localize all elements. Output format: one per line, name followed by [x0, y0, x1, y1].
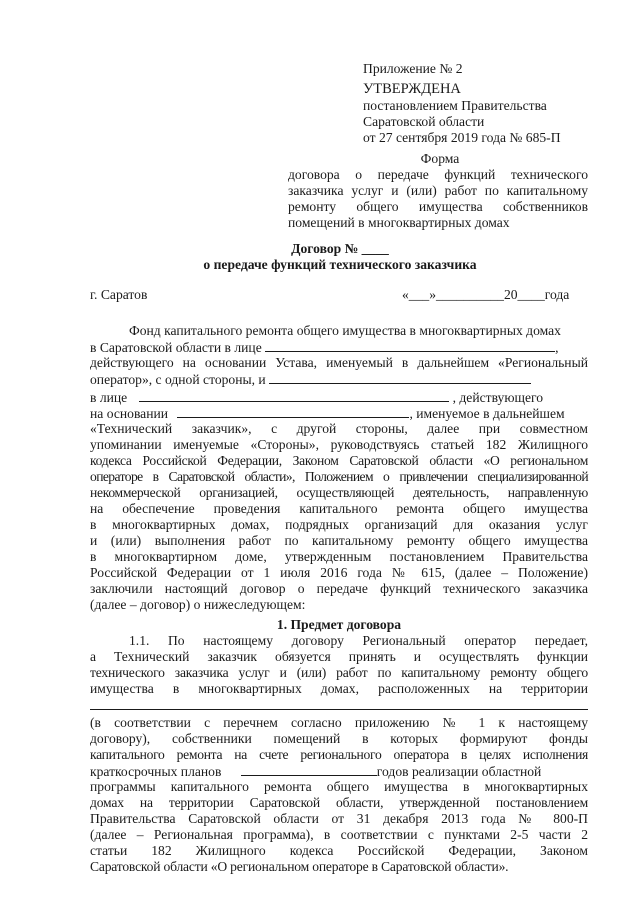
section-1-line-5: (в соответствии с перечнем согласно приложению № 1 к настоящему — [90, 715, 588, 730]
preamble-line-2-text: в Саратовской области в лице — [90, 340, 262, 355]
section-1-line-14: Саратовской области «О региональном операторе в Саратовской области». — [90, 859, 509, 874]
years-blank — [241, 763, 377, 776]
preamble-line-16: Российской Федерации от 1 июля 2016 года № 615, (далее – Положение) — [90, 565, 588, 580]
preamble-line-3: действующего на основании Устава, именуемый в дальнейшем «Региональный — [90, 355, 588, 370]
section-1-line-11: Правительства Саратовской области от 31 декабря 2013 года № 800-П — [90, 811, 588, 826]
section-1-line-4: имущества в многоквартирных домах, расположенных на территории — [90, 681, 588, 696]
preamble-line-1: Фонд капитального ремонта общего имущества в многоквартирных домах — [129, 323, 561, 338]
representative-blank — [265, 339, 555, 352]
preamble-line-4 — [90, 371, 531, 388]
preamble-line-11: некоммерческой организацией, осуществляющей деятельность, направленную — [90, 485, 588, 500]
contract-title: Договор № ____ — [291, 241, 389, 256]
preamble-line-17: заключили настоящий договор о передаче функций технического заказчика — [90, 581, 588, 596]
form-note-line-1: договора о передаче функций технического — [288, 167, 588, 182]
section-1-heading: 1. Предмет договора — [276, 617, 402, 632]
preamble-line-14: и (или) выполнения работ по капитальному ремонту общего имущества — [90, 533, 588, 548]
preamble-line-12: на обеспечение проведения капитального ремонта общего имущества — [90, 501, 588, 516]
contractor-representative-blank — [139, 389, 449, 402]
territory-blank — [90, 697, 588, 710]
contractor-name-blank — [269, 371, 531, 384]
approval-line-2: Саратовской области — [363, 114, 485, 129]
section-1-line-9: программы капитального ремонта общего имущества в многоквартирных — [90, 779, 588, 794]
preamble-line-2 — [90, 339, 559, 356]
section-1-line-8 — [90, 763, 588, 780]
preamble-line-15: в многоквартирном доме, утвержденным постановлением Правительства — [90, 549, 588, 564]
preamble-line-5 — [90, 389, 543, 406]
preamble-line-7: «Технический заказчик», с другой стороны, далее при совместном — [90, 421, 588, 436]
section-1-line-13: статьи 182 Жилищного кодекса Российской Федерации, Законом — [90, 843, 588, 858]
form-title: Форма — [420, 151, 460, 166]
form-note-line-3: ремонту общего имущества собственников — [288, 199, 588, 214]
contract-city: г. Саратов — [90, 287, 148, 302]
section-1-line-7: капитального ремонта на счете регионального оператора в целях исполнения — [90, 747, 588, 762]
preamble-line-6-tail: , именуемое в дальнейшем — [409, 406, 565, 421]
approval-line-3: от 27 сентября 2019 года № 685-П — [363, 130, 561, 145]
section-1-line-12: (далее – Региональная программа), в соответствии с пунктами 2-5 части 2 — [90, 827, 588, 842]
section-1-line-10: домах на территории Саратовской области, утвержденной постановлением — [90, 795, 588, 810]
preamble-line-18: (далее – договор) о нижеследующем: — [90, 597, 306, 612]
preamble-line-8: упоминании именуемые «Стороны», руководствуясь статьей 182 Жилищного — [90, 437, 588, 452]
preamble-line-9: кодекса Российской Федерации, Законом Саратовской области «О региональном — [90, 453, 588, 468]
approval-line-1: постановлением Правительства — [363, 98, 547, 113]
preamble-line-4-text: оператор», с одной стороны, и — [90, 372, 266, 387]
form-note-line-4: помещений в многоквартирных домах — [288, 215, 510, 230]
appendix-number: Приложение № 2 — [363, 61, 463, 76]
contract-date: «___»__________20____года — [402, 287, 570, 302]
preamble-line-5-text: в лице — [90, 390, 128, 405]
basis-document-blank — [177, 405, 409, 418]
preamble-line-6-text: на основании — [90, 406, 169, 421]
contract-subtitle: о передаче функций технического заказчика — [203, 257, 477, 272]
preamble-line-10: операторе в Саратовской области», Положением о привлечении специализированной — [90, 469, 588, 484]
preamble-line-2-comma: , — [555, 340, 559, 355]
preamble-line-13: в многоквартирных домах, подрядных организаций для оказания услуг — [90, 517, 588, 532]
approved-stamp: УТВЕРЖДЕНА — [363, 81, 461, 97]
section-1-line-8-text: краткосрочных планов — [90, 764, 222, 779]
section-1-line-6: договору), собственники помещений в которых формируют фонды — [90, 731, 588, 746]
section-1-line-1: 1.1. По настоящему договору Региональный оператор передает, — [129, 633, 588, 648]
preamble-line-6 — [90, 405, 565, 422]
territory-blank-line — [90, 697, 588, 711]
form-note-line-2: заказчика услуг и (или) работ по капитальному — [288, 183, 588, 198]
section-1-line-2: а Технический заказчик обязуется принять и осуществлять функции — [90, 649, 588, 664]
section-1-line-8-tail: годов реализации областной — [376, 764, 542, 779]
section-1-line-3: технического заказчика услуг и (или) работ по капитальному ремонту общего — [90, 665, 588, 680]
preamble-line-5-tail: , действующего — [452, 390, 544, 405]
